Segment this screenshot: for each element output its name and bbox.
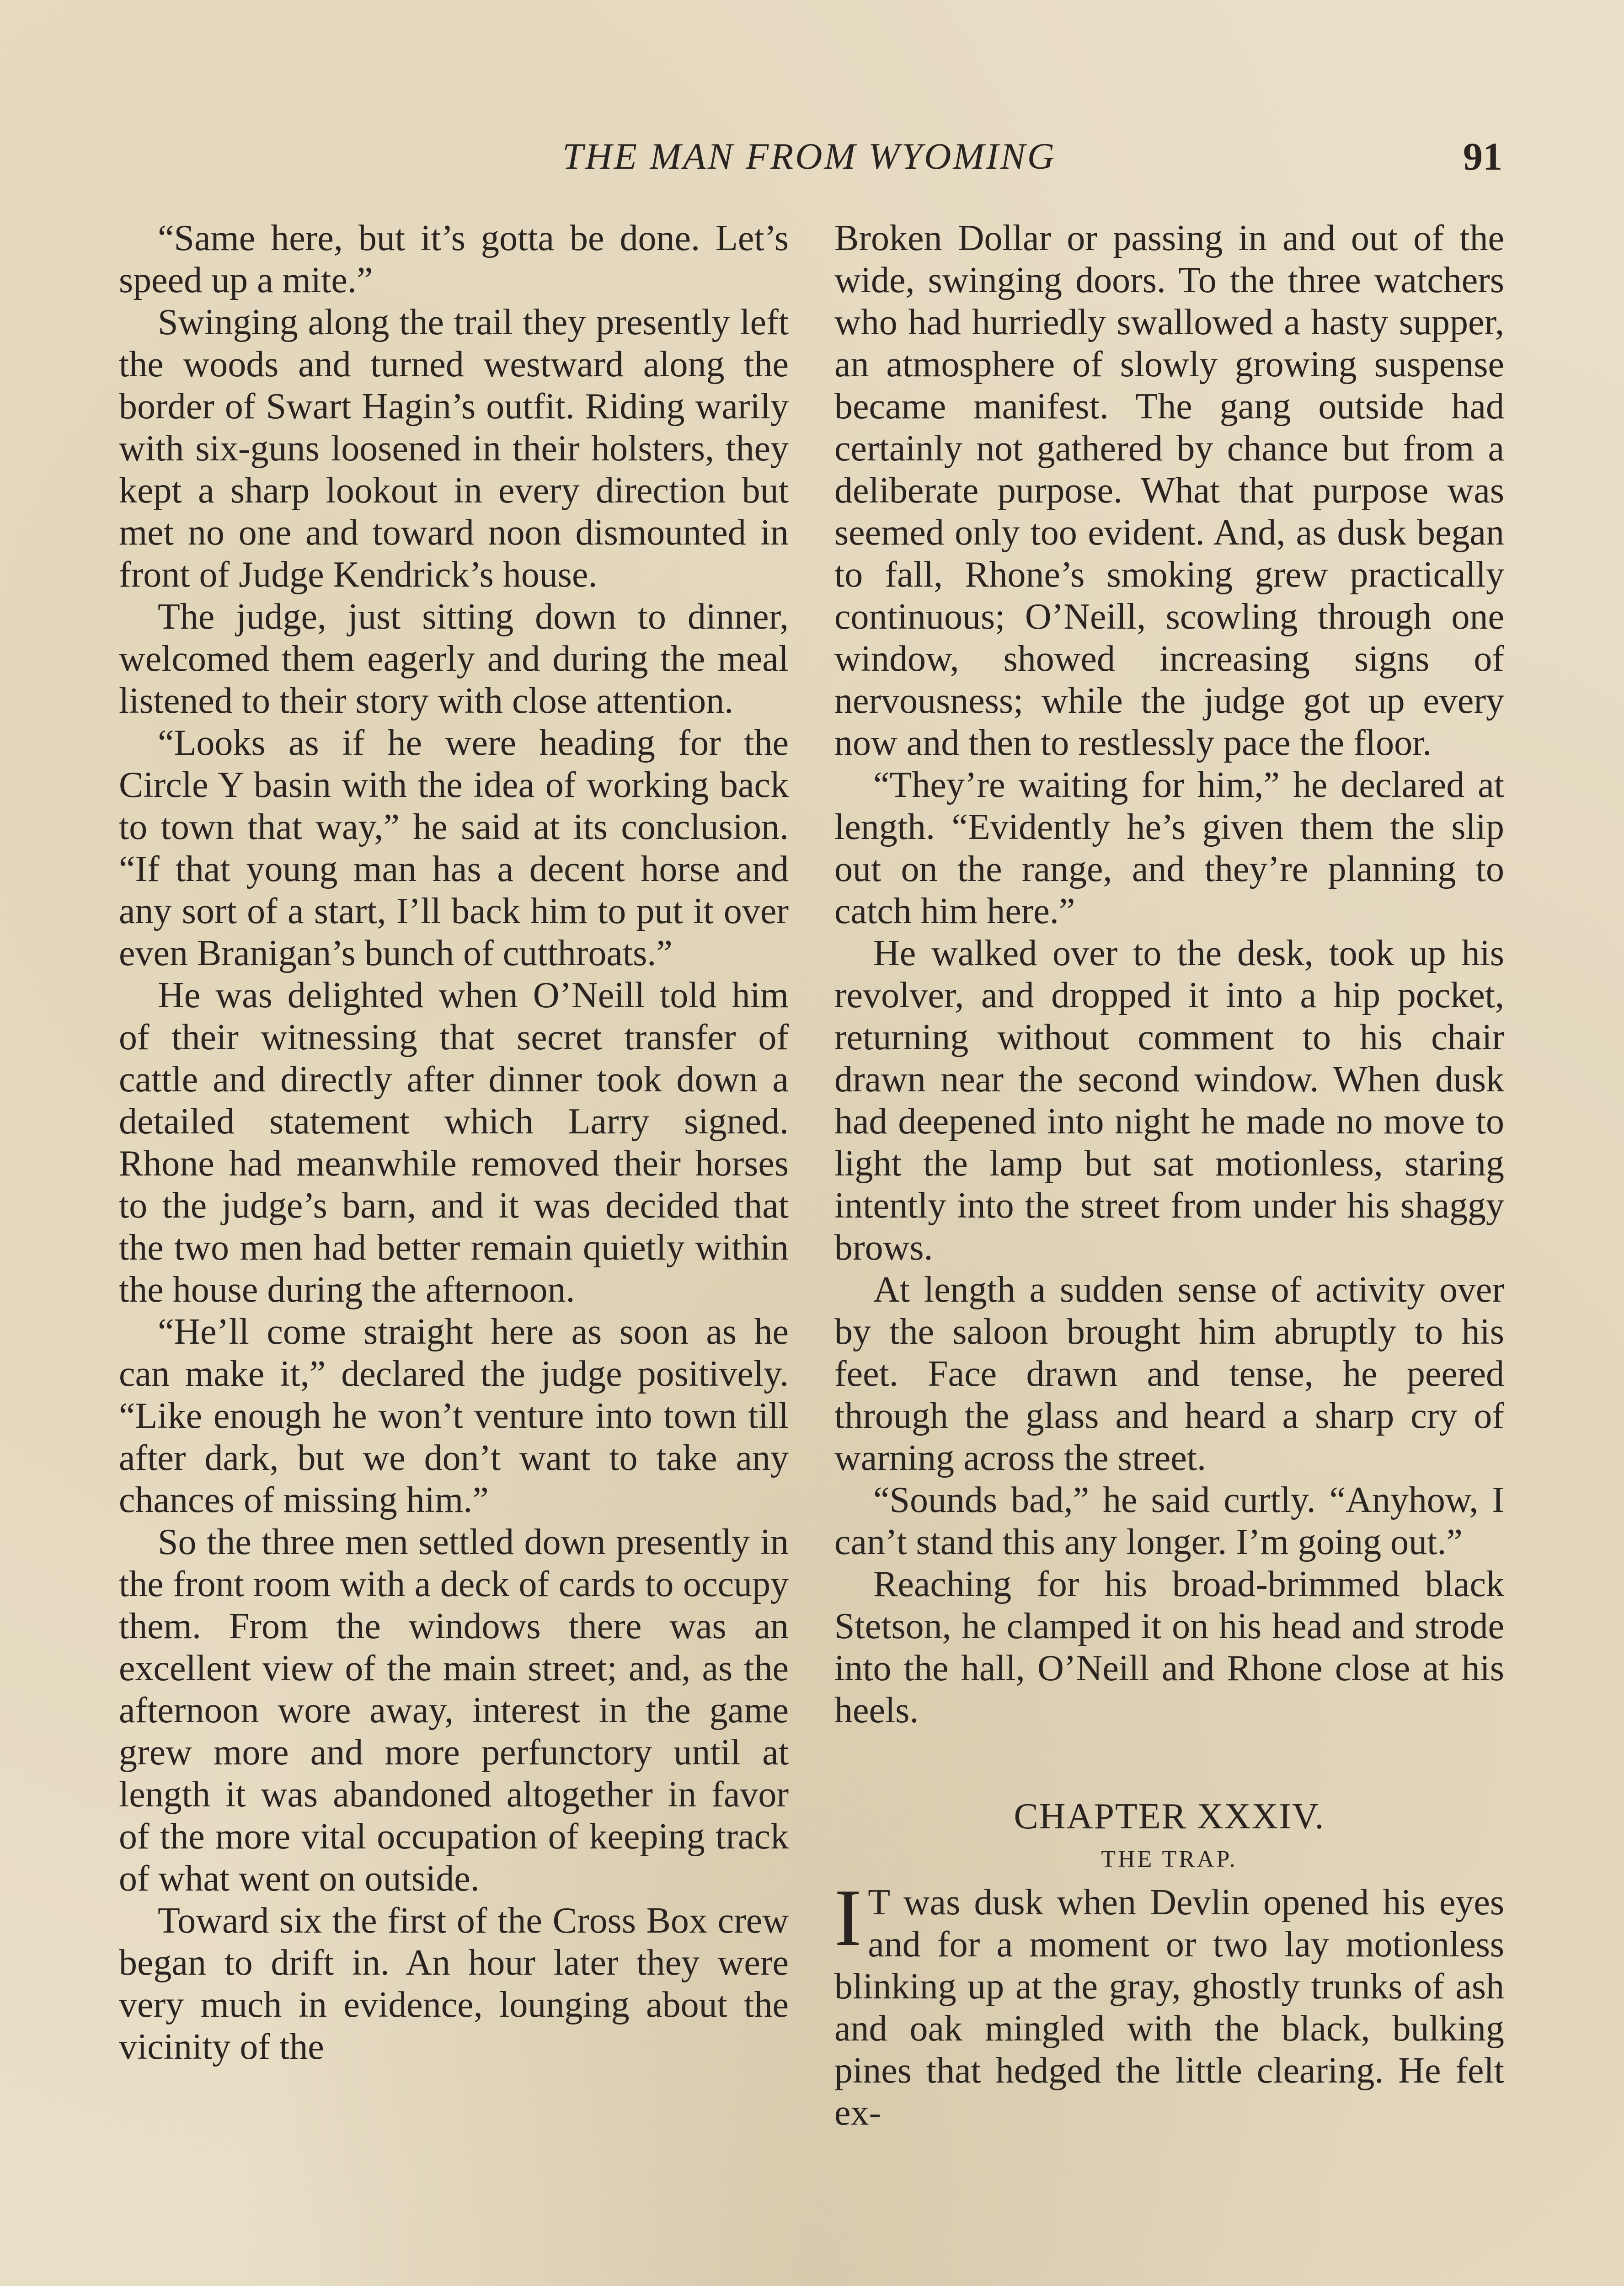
paragraph: “Same here, but it’s gotta be done. Let’s speed up a mite.”: [119, 218, 789, 300]
left-column-text: [119, 217, 789, 2068]
paragraph: Toward six the first of the Cross Box crew began to drift in. An hour later they were very much in evidence, lounging about the vicinity of the: [119, 1901, 789, 2067]
right-column-text: [834, 217, 1504, 1731]
chapter-opening-paragraph: [834, 1872, 1504, 2134]
paragraph: So the three men settled down presently in the front room with a deck of cards to occupy them. From the windows there was an excellent view of the main street; and, as the afternoon wore away, interest in the game grew more and more perfunctory until at length it was abandoned altogether in favor of the more vital occupation of keeping track of what went on outside.: [119, 1522, 789, 1899]
paragraph: He was delighted when O’Neill told him of their witnessing that secret transfer of cattle and directly after dinner took down a detailed statement which Larry signed. Rhone had meanwhile removed their horses to the judge’s barn, and it was decided that the two men had better remain quietly within the house during the afternoon.: [119, 975, 789, 1310]
paragraph: Swinging along the trail they presently left the woods and turned westward along the border of Swart Hagin’s outfit. Riding warily with six-guns loosened in their holsters, they kept a sharp lookout in every direction but met no one and toward noon dismounted in front of Judge Kendrick’s house.: [119, 302, 789, 595]
page-number: 91: [1463, 134, 1502, 178]
paragraph: Broken Dollar or passing in and out of the wide, swinging doors. To the three watchers who had hurriedly swallowed a hasty supper, an atmosphere of slowly growing suspense became manifest. The gang outside had certainly not gathered by chance but from a deliberate purpose. What that purpose was seemed only too evident. And, as dusk began to fall, Rhone’s smoking grew practically continuous; O’Neill, scowling through one window, showed increasing signs of nervousness; while the judge got up every now and then to restlessly pace the floor.: [834, 218, 1504, 763]
paragraph: Reaching for his broad-brimmed black Stetson, he clamped it on his head and strode into the hall, O’Neill and Rhone close at his heels.: [834, 1564, 1504, 1731]
paragraph: He walked over to the desk, took up his revolver, and dropped it into a hip pocket, returning without comment to his chair drawn near the second window. When dusk had deepened into night he made no move to light the lamp but sat motionless, staring intently into the street from under his shaggy brows.: [834, 933, 1504, 1268]
paragraph: “Looks as if he were heading for the Circle Y basin with the idea of working back to town that way,” he said at its conclusion. “If that young man has a decent horse and any sort of a start, I’ll back him to put it over even Branigan’s bunch of cutthroats.”: [119, 723, 789, 973]
right-column: [834, 217, 1504, 2134]
paragraph: “Sounds bad,” he said curtly. “Anyhow, I can’t stand this any longer. I’m going out.”: [834, 1480, 1504, 1562]
drop-cap: I: [834, 1872, 862, 1963]
chapter-opening-text: T was dusk when Devlin opened his eyes and for a moment or two lay motionless blinking up at the gray, ghostly trunks of ash and oak mingled with the black, bulking pines that hedged the little clearing. He felt ex-: [834, 1882, 1504, 2133]
left-column: [119, 217, 789, 2068]
paragraph: “They’re waiting for him,” he declared at length. “Evidently he’s given them the slip out on the range, and they’re planning to catch him here.”: [834, 765, 1504, 931]
running-header-title: THE MAN FROM WYOMING: [562, 135, 1056, 177]
paragraph: The judge, just sitting down to dinner, welcomed them eagerly and during the meal listened to their story with close attention.: [119, 597, 789, 721]
paragraph: At length a sudden sense of activity over by the saloon brought him abruptly to his feet. Face drawn and tense, he peered through the glass and heard a sharp cry of warning across the street.: [834, 1270, 1504, 1478]
chapter-heading: CHAPTER XXXIV.: [1014, 1796, 1325, 1837]
paragraph: “He’ll come straight here as soon as he can make it,” declared the judge positively. “Like enough he won’t venture into town till after dark, but we don’t want to take any chances of missing him.”: [119, 1312, 789, 1520]
chapter-subtitle: THE TRAP.: [1101, 1846, 1238, 1872]
